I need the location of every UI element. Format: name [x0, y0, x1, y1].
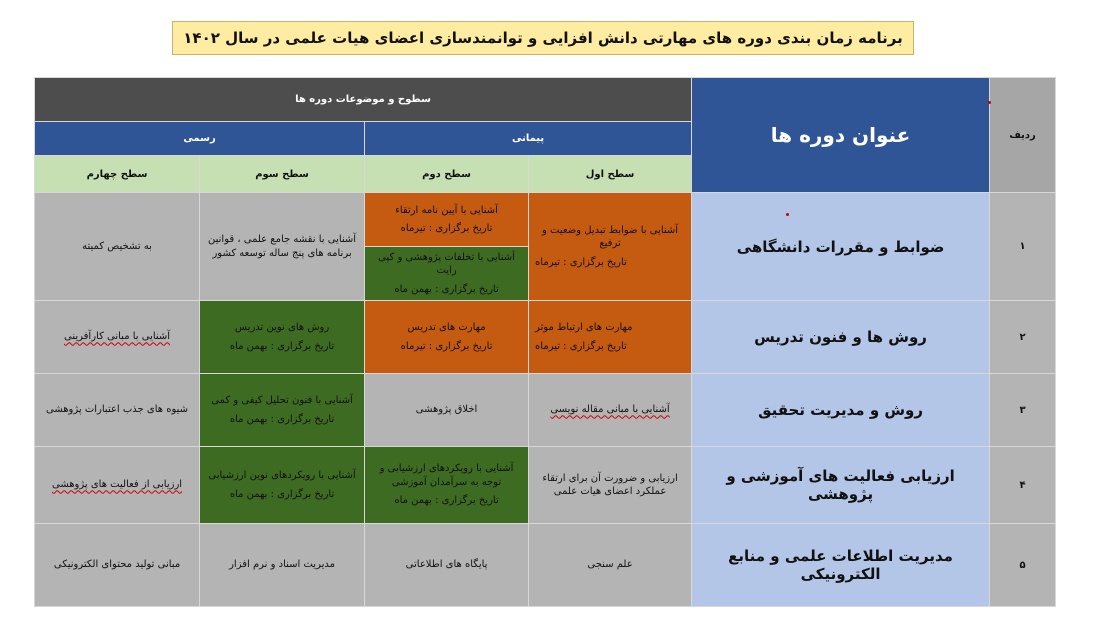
course-title: روش ها و فنون تدریس [692, 301, 990, 374]
row-number: ۱ [990, 193, 1056, 301]
course-name: به تشخیص کمیته [82, 240, 152, 252]
course-name: آشنایی با مبانی کارآفرینی [63, 331, 171, 343]
page-title: برنامه زمان بندی دوره های مهارتی دانش افزایی و توانمندسازی اعضای هیات علمی در سال ۱۴۰۲ [172, 21, 914, 55]
course-name: آشنایی با نقشه جامع علمی ، قوانین برنامه های پنج ساله توسعه کشور [208, 234, 357, 259]
header-topics: سطوح و موضوعات دوره ها [35, 78, 692, 122]
course-name: شیوه های جذب اعتبارات پژوهشی [46, 404, 189, 416]
course-date: تاریخ برگزاری : بهمن ماه [394, 283, 499, 295]
course-name: پایگاه های اطلاعاتی [405, 559, 488, 571]
row-number: ۳ [990, 374, 1056, 447]
course-cell [365, 447, 529, 524]
course-cell [35, 193, 200, 301]
header-category-paymani: پیمانی [365, 122, 692, 156]
course-cell [529, 524, 692, 607]
header-row-label: ردیف [990, 78, 1056, 193]
course-cell [529, 447, 692, 524]
red-mark [988, 101, 991, 104]
course-date: تاریخ برگزاری : بهمن ماه [229, 413, 335, 425]
row-number: ۴ [990, 447, 1056, 524]
course-cell [529, 374, 692, 447]
course-cell [365, 524, 529, 607]
course-cell [35, 524, 200, 607]
header-level-1: سطح اول [529, 156, 692, 193]
course-name: اخلاق پژوهشی [415, 404, 478, 416]
course-cell [200, 447, 365, 524]
course-cell [35, 447, 200, 524]
header-category-rasmi: رسمی [35, 122, 365, 156]
course-name: آشنایی با ضوابط تبدیل وضعیت و ترفیع [542, 224, 679, 250]
header-course-title: عنوان دوره ها [692, 78, 990, 193]
course-cell [365, 374, 529, 447]
course-cell [35, 374, 200, 447]
course-name: علم سنجی [587, 559, 633, 571]
course-name: آشنایی با فنون تحلیل کیفی و کمی [211, 395, 353, 406]
schedule-table [34, 77, 1056, 607]
course-cell [200, 524, 365, 607]
course-date: تاریخ برگزاری : تیرماه [400, 340, 493, 352]
row-number: ۵ [990, 524, 1056, 607]
course-cell [35, 301, 200, 374]
course-cell [529, 193, 692, 301]
course-date: تاریخ برگزاری : تیرماه [400, 223, 493, 234]
course-cell [200, 301, 365, 374]
course-name: آشنایی با رویکردهای ارزشیابی و توجه به سرآمدان آموزشی [379, 463, 514, 488]
course-date: تاریخ برگزاری : بهمن ماه [229, 340, 335, 352]
course-name: مدیریت اسناد و نرم افزار [229, 559, 335, 571]
header-level-4: سطح چهارم [35, 156, 200, 193]
course-name: مهارت های تدریس [407, 322, 486, 333]
course-title: ارزیابی فعالیت های آموزشی و پژوهشی [692, 447, 990, 524]
red-mark [786, 213, 789, 216]
course-cell [365, 193, 529, 247]
course-date: تاریخ برگزاری : تیرماه [535, 340, 627, 352]
header-level-2: سطح دوم [365, 156, 529, 193]
course-name: ارزیابی و ضرورت آن برای ارتقاء عملکرد اعضای هیات علمی [542, 472, 678, 497]
course-name: مبانی تولید محتوای الکترونیکی [53, 559, 181, 571]
course-cell [200, 193, 365, 301]
course-name: روش های نوین تدریس [234, 322, 330, 333]
course-date: تاریخ برگزاری : بهمن ماه [394, 495, 499, 507]
course-name: آشنایی با تخلفات پژوهشی و کپی رایت [378, 251, 515, 277]
course-cell [200, 374, 365, 447]
course-name: آشنایی با آیین نامه ارتقاء [395, 204, 498, 216]
row-number: ۲ [990, 301, 1056, 374]
course-date: تاریخ برگزاری : تیرماه [535, 256, 627, 268]
course-name: مهارت های ارتباط موثر [535, 322, 633, 333]
course-name: ارزیابی از فعالیت های پژوهشی [52, 479, 183, 491]
course-cell [529, 301, 692, 374]
course-title: ضوابط و مقررات دانشگاهی [692, 193, 990, 301]
course-name: آشنایی با رویکردهای نوین ارزشیابی [208, 470, 356, 481]
course-date: تاریخ برگزاری : بهمن ماه [229, 488, 335, 500]
course-cell [365, 247, 529, 301]
course-title: روش و مدیریت تحقیق [692, 374, 990, 447]
header-level-3: سطح سوم [200, 156, 365, 193]
course-cell [365, 301, 529, 374]
course-title: مدیریت اطلاعات علمی و منابع الکترونیکی [692, 524, 990, 607]
course-name: آشنایی با مبانی مقاله نویسی [550, 404, 670, 416]
